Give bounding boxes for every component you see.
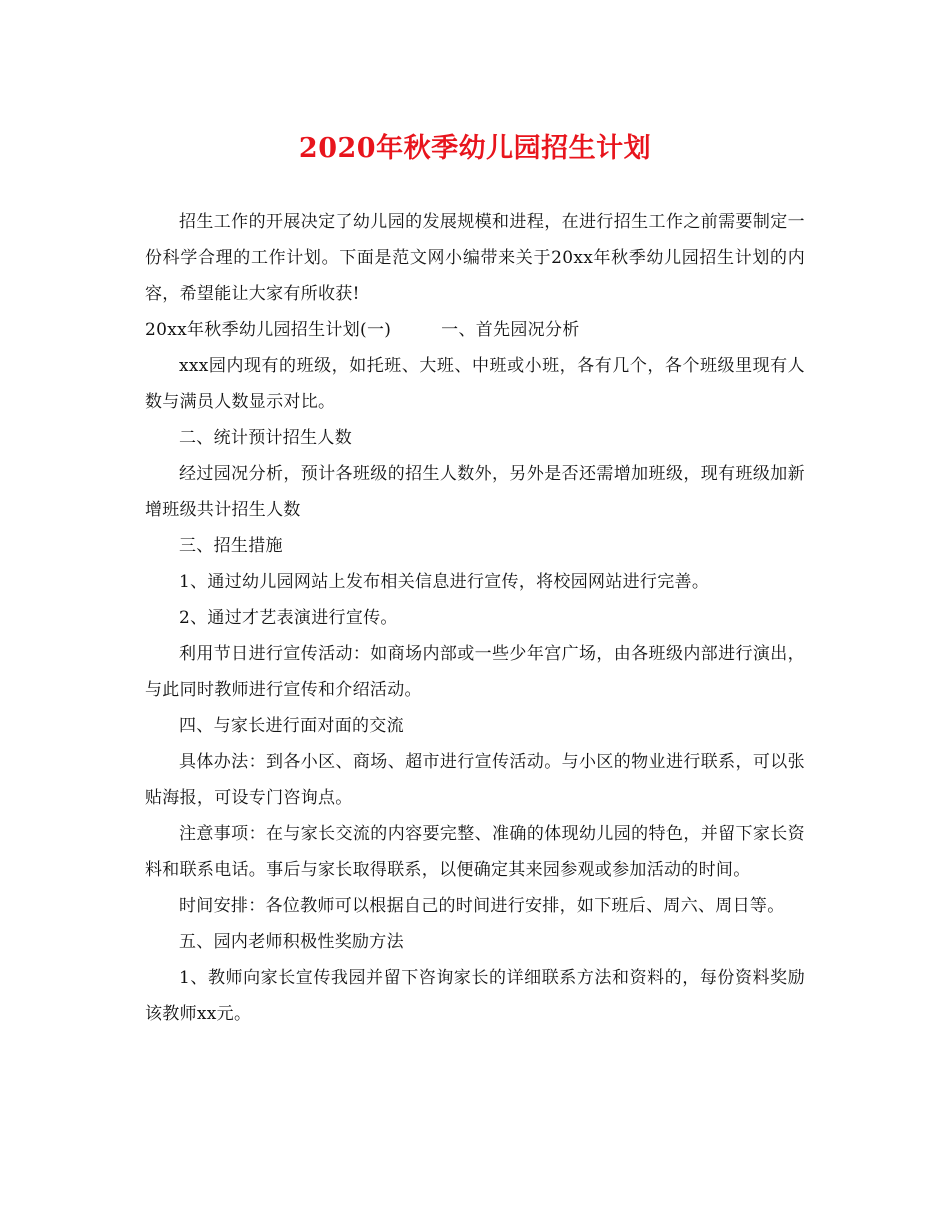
document-body — [145, 204, 805, 1032]
plan-subheading — [145, 312, 805, 348]
plan-subheading-title: 20xx年秋季幼儿园招生计划(一) — [145, 320, 392, 340]
section-five-heading: 五、园内老师积极性奖励方法 — [179, 932, 404, 952]
paragraph-holiday-activities: 利用节日进行宣传活动：如商场内部或一些少年宫广场，由各班级内部进行演出，与此同时教师进行宣传和介绍活动。 — [145, 644, 805, 700]
paragraph-reward-1: 1、教师向家长宣传我园并留下咨询家长的详细联系方法和资料的，每份资料奖励该教师xx元。 — [145, 968, 805, 1024]
document-title: 2020年秋季幼儿园招生计划 — [298, 133, 652, 164]
paragraph-notes: 注意事项：在与家长交流的内容要完整、准确的体现幼儿园的特色，并留下家长资料和联系电话。事后与家长取得联系，以便确定其来园参观或参加活动的时间。 — [145, 824, 805, 880]
paragraph-measure-2: 2、通过才艺表演进行宣传。 — [179, 608, 398, 628]
intro-paragraph: 招生工作的开展决定了幼儿园的发展规模和进程，在进行招生工作之前需要制定一份科学合理的工作计划。下面是范文网小编带来关于20xx年秋季幼儿园招生计划的内容，希望能让大家有所收获! — [145, 212, 805, 304]
paragraph-specific-methods: 具体办法：到各小区、商场、超市进行宣传活动。与小区的物业进行联系，可以张贴海报，可设专门咨询点。 — [145, 752, 805, 808]
paragraph-class-status: xxx园内现有的班级，如托班、大班、中班或小班，各有几个，各个班级里现有人数与满员人数显示对比。 — [145, 356, 805, 412]
paragraph-schedule: 时间安排：各位教师可以根据自己的时间进行安排，如下班后、周六、周日等。 — [179, 896, 785, 916]
section-two-heading: 二、统计预计招生人数 — [179, 428, 352, 448]
paragraph-measure-1: 1、通过幼儿园网站上发布相关信息进行宣传，将校园网站进行完善。 — [179, 572, 710, 592]
paragraph-enrollment-estimate: 经过园况分析，预计各班级的招生人数外，另外是否还需增加班级，现有班级加新增班级共计招生人数 — [145, 464, 805, 520]
section-one-heading: 一、首先园况分析 — [441, 320, 580, 340]
section-four-heading: 四、与家长进行面对面的交流 — [179, 716, 404, 736]
section-three-heading: 三、招生措施 — [179, 536, 283, 556]
